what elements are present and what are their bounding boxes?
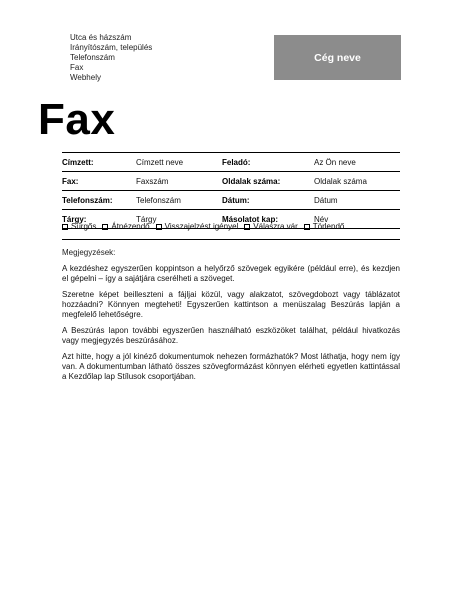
sender-label: Feladó: xyxy=(222,157,251,167)
checkbox-delete[interactable] xyxy=(304,222,345,231)
subject-label: Tárgy: xyxy=(62,214,87,224)
checkbox-reply[interactable] xyxy=(244,222,297,231)
date-label: Dátum: xyxy=(222,195,250,205)
checkbox-label: Átnézendő xyxy=(111,222,150,231)
pages-label: Oldalak száma: xyxy=(222,176,281,186)
cc-value[interactable]: Név xyxy=(314,214,329,224)
sender-website[interactable]: Webhely xyxy=(70,73,101,82)
status-checkboxes xyxy=(62,222,400,231)
checkbox-box-icon[interactable] xyxy=(156,224,162,230)
checkbox-label: Sürgős xyxy=(71,222,97,231)
notes-paragraph[interactable]: A Beszúrás lapon további egyszerűen használható eszközöket találhat, például hivatkozás vagy megjegyzés beszúrásához. xyxy=(62,326,400,345)
pages-value[interactable]: Oldalak száma xyxy=(314,176,367,186)
notes-paragraph[interactable]: A kezdéshez egyszerűen koppintson a helyőrző szövegek egyikére (például erre), és kezdjen el gépelni – így a sajátjára cserélheti a szöveget. xyxy=(62,264,400,283)
checkbox-label: Törlendő xyxy=(312,222,345,231)
sender-postal-city[interactable]: Irányítószám, település xyxy=(70,43,153,52)
fax-info-table xyxy=(62,152,400,229)
checkbox-feedback[interactable] xyxy=(156,222,239,231)
checkbox-review[interactable] xyxy=(102,222,149,231)
info-row-phone xyxy=(62,191,400,210)
date-value[interactable]: Dátum xyxy=(314,195,338,205)
company-name[interactable]: Cég neve xyxy=(314,51,361,64)
fax-value[interactable]: Faxszám xyxy=(136,176,169,186)
recipient-label: Címzett: xyxy=(62,157,94,167)
notes-paragraph[interactable]: Szeretne képet beilleszteni a fájljai közül, vagy alakzatot, szövegdobozt vagy táblázatot hozzáadni? Könnyen megteheti! Egyszerűen kattintson a menüszalag Beszúrás lapján a megfelelő lehetőségre. xyxy=(62,290,400,319)
sender-street[interactable]: Utca és házszám xyxy=(70,33,132,42)
checkbox-box-icon[interactable] xyxy=(244,224,250,230)
recipient-value[interactable]: Címzett neve xyxy=(136,157,184,167)
subject-value[interactable]: Tárgy xyxy=(136,214,157,224)
notes-section xyxy=(62,248,400,388)
checkbox-label: Visszajelzést igényel xyxy=(164,222,239,231)
sender-phone[interactable]: Telefonszám xyxy=(70,53,115,62)
info-row-recipient xyxy=(62,153,400,172)
checkbox-urgent[interactable] xyxy=(62,222,96,231)
checkbox-box-icon[interactable] xyxy=(62,224,68,230)
phone-label: Telefonszám: xyxy=(62,195,113,205)
fax-title: Fax xyxy=(38,95,116,144)
checkbox-label: Válaszra vár xyxy=(253,222,298,231)
notes-paragraph[interactable]: Azt hitte, hogy a jól kinéző dokumentumok nehezen formázhatók? Most láthatja, hogy nem így van. A dokumentumban látható összes szövegformázást könnyen elérheti egyetlen kattintással a Kezdőlap lap Stílusok csoportjában. xyxy=(62,352,400,381)
notes-label: Megjegyzések: xyxy=(62,248,116,257)
cc-label: Másolatot kap: xyxy=(222,214,279,224)
phone-value[interactable]: Telefonszám xyxy=(136,195,181,205)
sender-address-block xyxy=(70,33,152,83)
sender-fax[interactable]: Fax xyxy=(70,63,84,72)
fax-label: Fax: xyxy=(62,176,79,186)
company-name-box xyxy=(274,35,401,80)
divider xyxy=(62,239,400,240)
sender-value[interactable]: Az Ön neve xyxy=(314,157,356,167)
info-row-fax xyxy=(62,172,400,191)
checkbox-box-icon[interactable] xyxy=(102,224,108,230)
checkbox-box-icon[interactable] xyxy=(304,224,310,230)
